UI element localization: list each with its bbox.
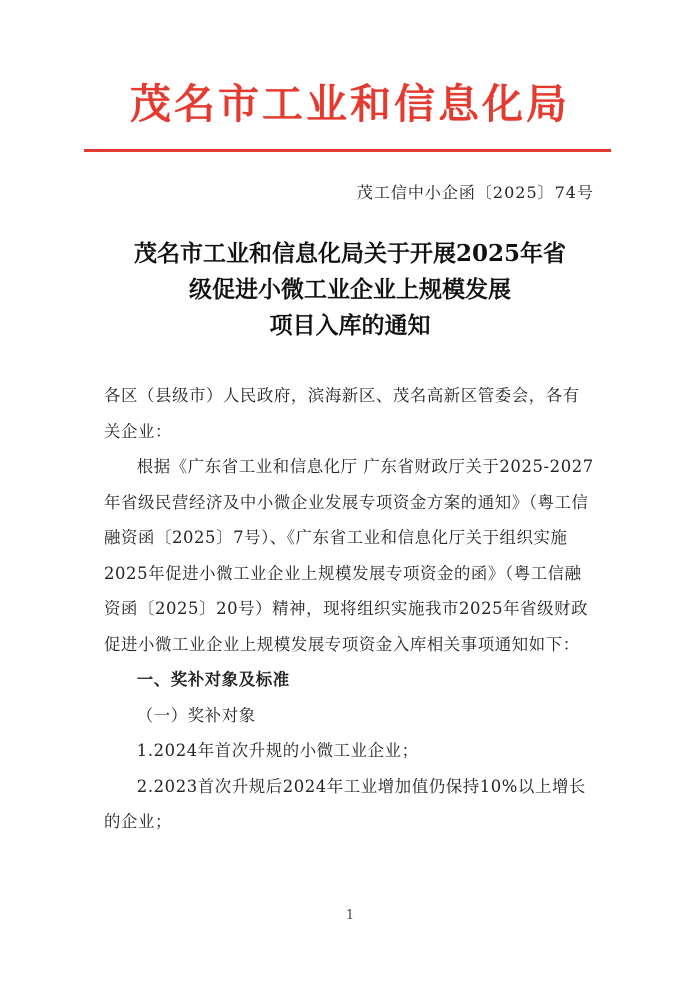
title-line-2: 级促进小微工业企业上规模发展 [189, 276, 511, 303]
document-title [90, 236, 610, 344]
letterhead-title: 茂名市工业和信息化局 [130, 80, 570, 128]
subsection-heading: （一）奖补对象 [136, 705, 256, 725]
page-number: 1 [345, 908, 355, 923]
title-line-1: 茂名市工业和信息化局关于开展2025年省 [133, 240, 566, 267]
section-heading: 一、奖补对象及标准 [136, 670, 290, 689]
document-body [104, 378, 594, 840]
title-line-3: 项目入库的通知 [269, 312, 431, 339]
list-item: 2.2023首次升规后2024年工业增加值仍保持10%以上增长的企业； [104, 776, 586, 831]
list-item: 1.2024年首次升规的小微工业企业； [136, 741, 419, 760]
body-paragraph: 根据《广东省工业和信息化厅 广东省财政厅关于2025-2027年省级民营经济及中小微企业发展专项资金方案的通知》（粤工信融资函〔2025〕7号）、《广东省工业和信息化厅关于组织实施2025年促进小微工业企业上规模发展专项资金的函》（粤工信融资函〔2025〕20号）精神，现将组织实施我市2025年省级财政促进小微工业企业上规模发展专项资金入库相关事项通知如下： [104, 457, 594, 654]
letterhead-red-rule [84, 149, 611, 152]
document-number: 茂工信中小企函〔2025〕74号 [356, 183, 594, 202]
recipients: 各区（县级市）人民政府，滨海新区、茂名高新区管委会，各有关企业： [104, 386, 580, 441]
